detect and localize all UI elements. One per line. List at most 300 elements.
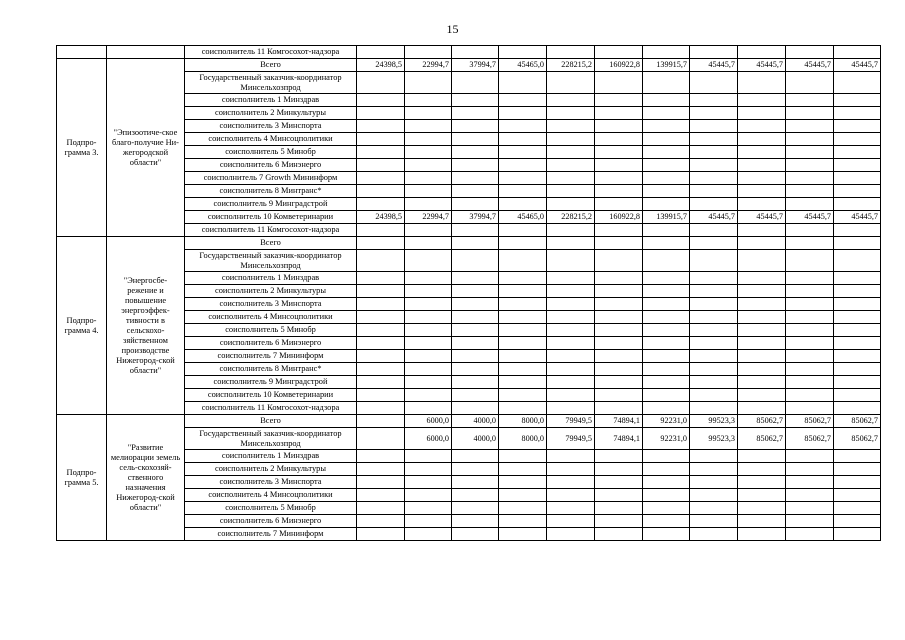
value-cell <box>547 159 595 172</box>
value-cell <box>452 311 499 324</box>
value-cell <box>595 450 643 463</box>
value-cell <box>834 198 881 211</box>
value-cell: 79949,5 <box>547 415 595 428</box>
value-cell <box>547 46 595 59</box>
value-cell <box>547 463 595 476</box>
value-cell <box>405 389 452 402</box>
value-cell <box>690 146 738 159</box>
executor-cell: соисполнитель 2 Минкультуры <box>185 107 357 120</box>
value-cell <box>834 350 881 363</box>
value-cell <box>738 402 786 415</box>
value-cell <box>834 389 881 402</box>
value-cell <box>690 159 738 172</box>
executor-cell: соисполнитель 9 Минградстрой <box>185 198 357 211</box>
value-cell: 37994,7 <box>452 211 499 224</box>
value-cell <box>786 146 834 159</box>
value-cell: 37994,7 <box>452 59 499 72</box>
value-cell <box>595 224 643 237</box>
value-cell <box>786 285 834 298</box>
value-cell: 228215,2 <box>547 59 595 72</box>
value-cell <box>690 107 738 120</box>
value-cell <box>738 337 786 350</box>
value-cell <box>499 159 547 172</box>
value-cell <box>405 185 452 198</box>
value-cell <box>452 389 499 402</box>
executor-cell: соисполнитель 8 Минтранс* <box>185 185 357 198</box>
executor-cell: Всего <box>185 59 357 72</box>
value-cell <box>643 489 690 502</box>
value-cell <box>452 402 499 415</box>
value-cell <box>786 363 834 376</box>
value-cell <box>738 120 786 133</box>
value-cell <box>738 298 786 311</box>
value-cell <box>405 450 452 463</box>
value-cell <box>547 198 595 211</box>
value-cell <box>357 428 405 450</box>
value-cell <box>690 224 738 237</box>
value-cell <box>595 133 643 146</box>
value-cell <box>690 298 738 311</box>
value-cell <box>690 337 738 350</box>
executor-cell: соисполнитель 7 Growth Mининформ <box>185 172 357 185</box>
value-cell <box>643 502 690 515</box>
value-cell <box>357 389 405 402</box>
value-cell <box>357 94 405 107</box>
value-cell <box>452 324 499 337</box>
value-cell <box>786 311 834 324</box>
value-cell <box>834 363 881 376</box>
value-cell: 22994,7 <box>405 211 452 224</box>
budget-table <box>56 45 881 541</box>
value-cell <box>547 285 595 298</box>
value-cell <box>499 515 547 528</box>
value-cell <box>405 298 452 311</box>
executor-cell: соисполнитель 5 Минобр <box>185 502 357 515</box>
value-cell <box>643 172 690 185</box>
value-cell <box>547 250 595 272</box>
value-cell <box>690 237 738 250</box>
value-cell <box>834 133 881 146</box>
value-cell <box>690 376 738 389</box>
value-cell <box>595 159 643 172</box>
value-cell <box>357 237 405 250</box>
value-cell <box>834 272 881 285</box>
value-cell <box>834 107 881 120</box>
value-cell: 139915,7 <box>643 59 690 72</box>
value-cell <box>834 285 881 298</box>
empty-cell <box>57 46 107 59</box>
value-cell: 45445,7 <box>738 211 786 224</box>
value-cell <box>643 324 690 337</box>
executor-cell: соисполнитель 5 Минобр <box>185 146 357 159</box>
executor-cell: соисполнитель 7 Мининформ <box>185 528 357 541</box>
value-cell <box>738 146 786 159</box>
value-cell <box>690 94 738 107</box>
value-cell <box>357 350 405 363</box>
value-cell <box>690 363 738 376</box>
value-cell <box>547 515 595 528</box>
value-cell <box>690 46 738 59</box>
value-cell <box>405 224 452 237</box>
value-cell <box>690 350 738 363</box>
value-cell <box>499 285 547 298</box>
value-cell <box>595 528 643 541</box>
value-cell <box>738 450 786 463</box>
value-cell <box>499 324 547 337</box>
value-cell: 4000,0 <box>452 428 499 450</box>
value-cell <box>452 528 499 541</box>
value-cell <box>357 476 405 489</box>
value-cell <box>547 107 595 120</box>
executor-cell: соисполнитель 3 Минспорта <box>185 476 357 489</box>
value-cell: 139915,7 <box>643 211 690 224</box>
value-cell <box>690 311 738 324</box>
value-cell <box>452 298 499 311</box>
value-cell <box>738 198 786 211</box>
value-cell: 45445,7 <box>786 211 834 224</box>
value-cell <box>643 402 690 415</box>
value-cell <box>405 272 452 285</box>
value-cell <box>690 502 738 515</box>
value-cell <box>834 120 881 133</box>
value-cell <box>643 120 690 133</box>
value-cell <box>786 402 834 415</box>
value-cell <box>452 272 499 285</box>
value-cell: 8000,0 <box>499 415 547 428</box>
value-cell <box>452 476 499 489</box>
value-cell <box>690 133 738 146</box>
value-cell <box>452 46 499 59</box>
value-cell <box>786 376 834 389</box>
value-cell: 4000,0 <box>452 415 499 428</box>
value-cell <box>834 337 881 350</box>
value-cell <box>595 402 643 415</box>
value-cell <box>547 363 595 376</box>
value-cell <box>452 94 499 107</box>
value-cell <box>452 250 499 272</box>
value-cell <box>547 94 595 107</box>
value-cell <box>690 72 738 94</box>
value-cell <box>786 172 834 185</box>
value-cell <box>595 337 643 350</box>
value-cell: 45445,7 <box>738 59 786 72</box>
value-cell <box>595 272 643 285</box>
value-cell <box>690 172 738 185</box>
value-cell <box>738 224 786 237</box>
value-cell <box>547 450 595 463</box>
value-cell <box>452 198 499 211</box>
value-cell: 74894,1 <box>595 428 643 450</box>
value-cell <box>547 172 595 185</box>
value-cell <box>643 337 690 350</box>
value-cell <box>357 133 405 146</box>
value-cell <box>499 389 547 402</box>
value-cell <box>405 107 452 120</box>
value-cell <box>834 324 881 337</box>
value-cell <box>452 237 499 250</box>
value-cell <box>786 250 834 272</box>
executor-cell: соисполнитель 5 Минобр <box>185 324 357 337</box>
subprogram-label: Подпро-грамма 5. <box>57 415 107 541</box>
value-cell <box>690 389 738 402</box>
value-cell <box>690 402 738 415</box>
value-cell: 74894,1 <box>595 415 643 428</box>
value-cell <box>405 376 452 389</box>
value-cell <box>357 120 405 133</box>
value-cell <box>834 376 881 389</box>
value-cell <box>595 324 643 337</box>
value-cell <box>595 489 643 502</box>
value-cell <box>738 159 786 172</box>
value-cell <box>405 489 452 502</box>
value-cell <box>452 107 499 120</box>
value-cell <box>499 46 547 59</box>
value-cell <box>357 363 405 376</box>
value-cell <box>499 107 547 120</box>
value-cell <box>643 146 690 159</box>
value-cell <box>452 350 499 363</box>
value-cell <box>834 402 881 415</box>
value-cell <box>738 476 786 489</box>
value-cell <box>643 72 690 94</box>
value-cell <box>643 107 690 120</box>
value-cell <box>452 337 499 350</box>
value-cell <box>643 224 690 237</box>
executor-cell: соисполнитель 7 Мининформ <box>185 350 357 363</box>
value-cell <box>738 463 786 476</box>
value-cell <box>357 463 405 476</box>
value-cell: 228215,2 <box>547 211 595 224</box>
value-cell <box>357 376 405 389</box>
value-cell <box>405 146 452 159</box>
value-cell: 45445,7 <box>690 211 738 224</box>
value-cell <box>738 350 786 363</box>
value-cell <box>452 172 499 185</box>
value-cell <box>405 350 452 363</box>
value-cell <box>499 450 547 463</box>
value-cell: 6000,0 <box>405 415 452 428</box>
value-cell <box>547 298 595 311</box>
value-cell <box>738 528 786 541</box>
value-cell <box>452 450 499 463</box>
value-cell <box>643 46 690 59</box>
value-cell <box>499 72 547 94</box>
value-cell: 160922,8 <box>595 211 643 224</box>
value-cell <box>452 502 499 515</box>
value-cell <box>786 489 834 502</box>
value-cell <box>499 337 547 350</box>
value-cell <box>595 250 643 272</box>
value-cell <box>786 198 834 211</box>
value-cell <box>738 133 786 146</box>
value-cell <box>834 185 881 198</box>
value-cell <box>643 133 690 146</box>
value-cell <box>738 46 786 59</box>
value-cell <box>499 402 547 415</box>
executor-cell: соисполнитель 9 Минградстрой <box>185 376 357 389</box>
value-cell <box>690 489 738 502</box>
value-cell <box>786 350 834 363</box>
value-cell <box>738 376 786 389</box>
value-cell <box>643 476 690 489</box>
value-cell <box>786 72 834 94</box>
executor-cell: соисполнитель 3 Минспорта <box>185 120 357 133</box>
value-cell <box>595 146 643 159</box>
executor-cell: Государственный заказчик-координатор Минсельхозпрод <box>185 428 357 450</box>
value-cell <box>499 120 547 133</box>
value-cell <box>405 337 452 350</box>
value-cell <box>357 285 405 298</box>
value-cell <box>643 298 690 311</box>
value-cell: 45445,7 <box>834 211 881 224</box>
executor-cell: соисполнитель 10 Комветеринарии <box>185 389 357 402</box>
value-cell <box>405 172 452 185</box>
value-cell <box>595 376 643 389</box>
value-cell <box>405 363 452 376</box>
value-cell <box>405 476 452 489</box>
value-cell <box>834 528 881 541</box>
empty-cell <box>107 46 185 59</box>
value-cell <box>357 415 405 428</box>
value-cell <box>643 159 690 172</box>
value-cell <box>690 272 738 285</box>
value-cell <box>499 502 547 515</box>
value-cell <box>834 489 881 502</box>
executor-cell: соисполнитель 8 Минтранс* <box>185 363 357 376</box>
value-cell <box>834 250 881 272</box>
executor-cell: соисполнитель 11 Комгосохот-надзора <box>185 224 357 237</box>
value-cell <box>357 502 405 515</box>
value-cell <box>643 94 690 107</box>
value-cell <box>786 389 834 402</box>
value-cell <box>786 450 834 463</box>
value-cell <box>834 72 881 94</box>
value-cell <box>547 120 595 133</box>
value-cell <box>547 502 595 515</box>
executor-cell: соисполнитель 4 Минсоцполитики <box>185 489 357 502</box>
value-cell <box>357 172 405 185</box>
value-cell <box>357 272 405 285</box>
subprogram-label: Подпро-грамма 4. <box>57 237 107 415</box>
value-cell <box>595 94 643 107</box>
value-cell <box>357 298 405 311</box>
value-cell <box>547 337 595 350</box>
value-cell <box>738 515 786 528</box>
value-cell <box>690 515 738 528</box>
value-cell <box>643 311 690 324</box>
value-cell <box>834 224 881 237</box>
value-cell <box>405 515 452 528</box>
value-cell <box>405 324 452 337</box>
value-cell <box>834 146 881 159</box>
page-number: 15 <box>446 22 459 36</box>
value-cell <box>738 311 786 324</box>
value-cell <box>595 72 643 94</box>
value-cell <box>499 250 547 272</box>
value-cell <box>499 463 547 476</box>
value-cell <box>786 476 834 489</box>
value-cell <box>405 46 452 59</box>
executor-cell: соисполнитель 6 Минэнерго <box>185 159 357 172</box>
value-cell <box>452 463 499 476</box>
value-cell <box>643 185 690 198</box>
value-cell <box>786 463 834 476</box>
value-cell <box>499 146 547 159</box>
executor-cell: соисполнитель 1 Минздрав <box>185 94 357 107</box>
value-cell <box>547 133 595 146</box>
table-row <box>57 59 881 72</box>
value-cell <box>405 72 452 94</box>
value-cell: 85062,7 <box>738 428 786 450</box>
value-cell <box>357 159 405 172</box>
value-cell <box>452 376 499 389</box>
value-cell <box>738 363 786 376</box>
value-cell <box>786 298 834 311</box>
value-cell <box>547 376 595 389</box>
subprogram-name: "Развитие мелиорации земель сель-скохозяй-ственного назначения Нижегород-ской области" <box>107 415 185 541</box>
value-cell <box>643 350 690 363</box>
value-cell: 99523,3 <box>690 428 738 450</box>
value-cell <box>786 159 834 172</box>
value-cell <box>738 489 786 502</box>
value-cell <box>357 489 405 502</box>
value-cell <box>405 502 452 515</box>
executor-cell: соисполнитель 1 Минздрав <box>185 450 357 463</box>
value-cell <box>405 402 452 415</box>
value-cell <box>452 515 499 528</box>
value-cell <box>834 311 881 324</box>
executor-cell: соисполнитель 6 Минэнерго <box>185 515 357 528</box>
value-cell <box>595 198 643 211</box>
value-cell <box>547 476 595 489</box>
value-cell: 85062,7 <box>786 428 834 450</box>
value-cell <box>595 502 643 515</box>
value-cell <box>547 324 595 337</box>
value-cell <box>405 250 452 272</box>
value-cell <box>547 224 595 237</box>
value-cell <box>499 185 547 198</box>
value-cell <box>834 298 881 311</box>
value-cell: 160922,8 <box>595 59 643 72</box>
value-cell <box>452 363 499 376</box>
value-cell <box>499 376 547 389</box>
value-cell: 45445,7 <box>834 59 881 72</box>
value-cell <box>834 463 881 476</box>
executor-cell: Государственный заказчик-координатор Минсельхозпрод <box>185 72 357 94</box>
value-cell <box>643 198 690 211</box>
value-cell <box>738 107 786 120</box>
value-cell <box>357 146 405 159</box>
value-cell: 45465,0 <box>499 211 547 224</box>
value-cell <box>595 298 643 311</box>
value-cell <box>499 311 547 324</box>
value-cell <box>690 476 738 489</box>
value-cell <box>834 237 881 250</box>
value-cell <box>595 515 643 528</box>
table-row <box>57 415 881 428</box>
value-cell <box>786 502 834 515</box>
value-cell <box>547 350 595 363</box>
value-cell <box>738 285 786 298</box>
value-cell <box>786 133 834 146</box>
value-cell <box>690 324 738 337</box>
value-cell <box>405 463 452 476</box>
value-cell <box>643 237 690 250</box>
value-cell <box>786 46 834 59</box>
value-cell <box>357 72 405 94</box>
executor-cell: соисполнитель 2 Минкультуры <box>185 463 357 476</box>
subprogram-name: "Энергосбе-режение и повышение энергоэффек-тивности в сельскохо-зяйственном производстве Нижегород-ской области" <box>107 237 185 415</box>
